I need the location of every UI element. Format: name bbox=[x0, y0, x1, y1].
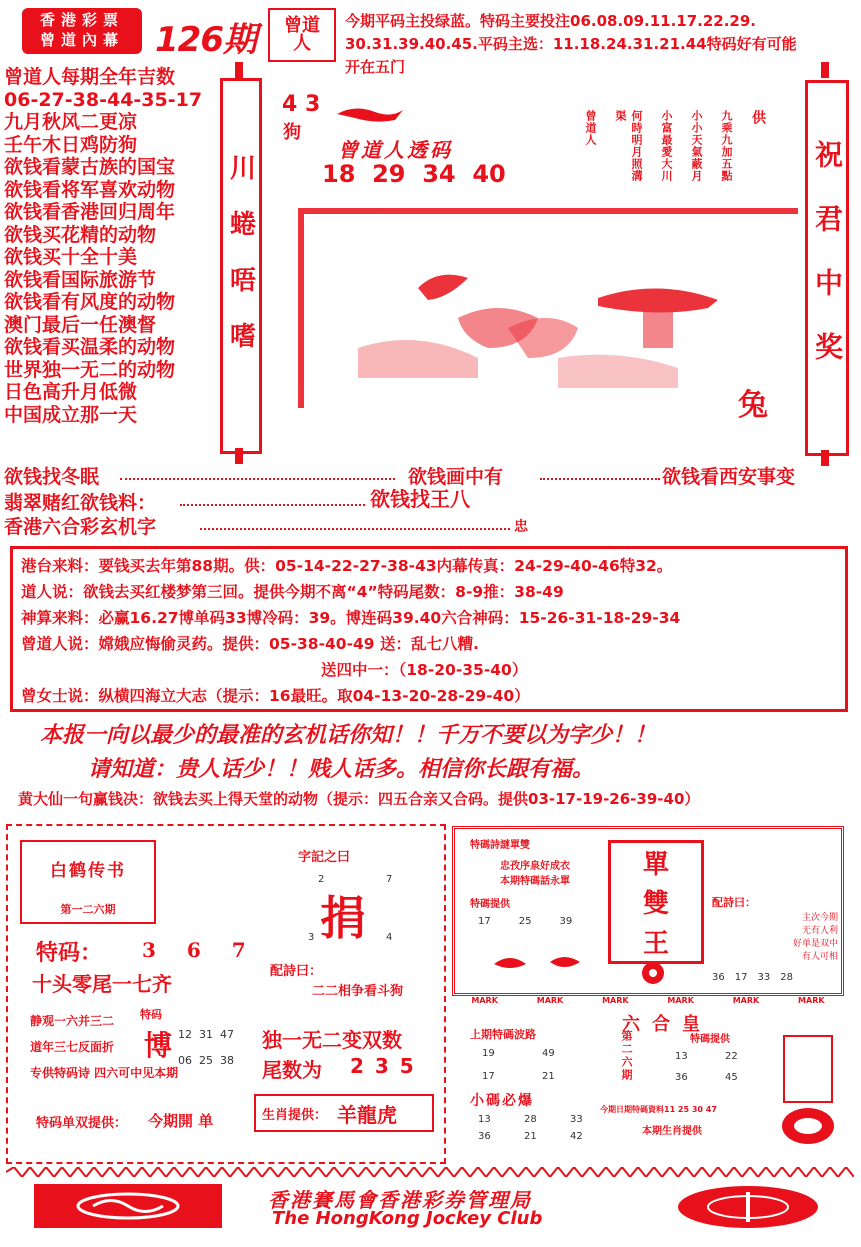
sx-line: 道年三七反面折 bbox=[30, 1040, 115, 1054]
side-num: 33 bbox=[757, 972, 771, 983]
row3-left: 香港六合彩玄机字 bbox=[4, 516, 157, 538]
danshuang-label: 特码单双提供： bbox=[36, 1116, 128, 1131]
poem-line: 欲钱看有风度的动物 bbox=[4, 291, 176, 313]
vertical-note: 何時明月照溝渠 bbox=[614, 110, 643, 182]
poem-line: 欲钱买十全十美 bbox=[4, 246, 138, 268]
footer-logo-right bbox=[676, 1184, 820, 1230]
bo-nums: 06 25 38 bbox=[178, 1054, 234, 1067]
scroll-left bbox=[220, 78, 262, 454]
shang-num: 17 bbox=[482, 1071, 495, 1082]
shengxiao-label: 本期生肖提供 bbox=[642, 1126, 702, 1137]
row3-dots bbox=[200, 528, 510, 530]
row2-dots bbox=[180, 504, 365, 506]
danshuang-box bbox=[608, 840, 704, 964]
poem-line: 欲钱看将军喜欢动物 bbox=[4, 178, 176, 201]
jockey-club-logo-icon bbox=[73, 1191, 183, 1221]
tema2-num: 45 bbox=[725, 1072, 738, 1083]
mark-label: MARK bbox=[732, 996, 760, 1005]
big-box-char: 雙 bbox=[642, 889, 669, 920]
side-label: 配詩曰： bbox=[712, 896, 756, 909]
tema2-block bbox=[655, 1030, 765, 1083]
zi-box bbox=[240, 840, 440, 1000]
info-line: 开在五门 bbox=[345, 58, 406, 76]
tema-num: 25 bbox=[518, 916, 532, 927]
seal-text: 曾道人 bbox=[284, 15, 320, 54]
zi-ji-label: 字記之曰 bbox=[298, 850, 351, 865]
xiao-num: 21 bbox=[524, 1131, 537, 1142]
baihe-issue: 第一二六期 bbox=[60, 903, 116, 916]
poem-line: 欲钱看国际旅游节 bbox=[4, 268, 157, 291]
bo-nums: 12 31 47 bbox=[178, 1028, 234, 1041]
poem-line: 本期特碼話永單 bbox=[500, 876, 570, 887]
tema-label: 特碼提供 bbox=[470, 899, 510, 910]
baihe-box bbox=[20, 840, 156, 924]
row2-right: 欲钱找王八 bbox=[370, 487, 470, 511]
tema2-num: 22 bbox=[725, 1051, 738, 1062]
info-box-line: 曾女士说：纵横四海立大志（提示：16最旺。取04-13-20-28-29-40） bbox=[21, 687, 530, 705]
tema-num: 39 bbox=[559, 916, 573, 927]
info-box bbox=[10, 546, 848, 712]
xiao-num: 42 bbox=[570, 1131, 583, 1142]
poem-block bbox=[470, 836, 600, 927]
seal-icon bbox=[778, 1030, 838, 1150]
footer-org-cn: 香港賽馬會香港彩券管理局 bbox=[268, 1188, 532, 1212]
xiao-label: 小碼必爆 bbox=[470, 1093, 534, 1109]
poem-line: 忠孜序泉好成衣 bbox=[500, 861, 570, 872]
jockey-club-emblem-icon bbox=[676, 1184, 820, 1230]
shang-num: 49 bbox=[542, 1048, 555, 1059]
left-poem bbox=[4, 66, 234, 426]
info-line: 30.31.39.40.45.平码主选：11.18.24.31.21.44特码好有可能 bbox=[345, 35, 797, 53]
side-line: 无有人利 bbox=[801, 926, 838, 936]
vertical-note: 小富最愛大川 bbox=[660, 110, 673, 182]
big-box-char: 王 bbox=[642, 928, 669, 959]
vertical-side: 供 bbox=[750, 110, 766, 130]
poem-numbers: 06-27-38-44-35-17 bbox=[4, 88, 203, 111]
peishi-text: 二二相争看斗狗 bbox=[312, 984, 404, 999]
logo-line1: 香港彩票 bbox=[39, 11, 124, 29]
poem-line: 欲钱看香港回归周年 bbox=[4, 201, 176, 223]
peishi-label: 配詩曰： bbox=[270, 964, 323, 979]
poem-title: 曾道人每期全年吉数 bbox=[4, 66, 176, 88]
info-box-line: 神算来料：必赢16.27博单码33博冷码：39。博连码39.40六合神码：15-26-31-18-29-34 bbox=[21, 609, 681, 627]
slogan-line: 请知道：贵人话少！！贱人话多。相信你长跟有福。 bbox=[88, 756, 595, 782]
painting-image bbox=[298, 208, 798, 408]
side-num: 28 bbox=[780, 972, 793, 983]
mark-label: MARK bbox=[602, 996, 629, 1005]
info-box-line: 道人说：欲钱去买红楼梦第三回。提供今期不离“4”特码尾数：8-9推：38-49 bbox=[21, 583, 564, 601]
poem-line: 欲钱看买温柔的动物 bbox=[4, 336, 176, 358]
zi-number: 7 bbox=[386, 874, 393, 885]
poem-line: 中国成立那一天 bbox=[4, 403, 138, 426]
zi-number: 4 bbox=[386, 932, 393, 943]
seal-icon bbox=[268, 8, 336, 62]
row1-mid: 欲钱画中有 bbox=[408, 466, 504, 488]
shitou-line: 十头零尾一七齐 bbox=[32, 972, 172, 996]
poem-line: 九月秋风二更凉 bbox=[4, 111, 138, 133]
tema-nums bbox=[470, 916, 600, 927]
mark-label: MARK bbox=[798, 996, 825, 1005]
zi-number: 2 bbox=[318, 874, 325, 885]
tema2-label: 特碼提供 bbox=[690, 1034, 730, 1045]
scroll-rod bbox=[821, 62, 829, 78]
vertical-notes bbox=[548, 110, 768, 190]
poem-line: 澳门最后一任澳督 bbox=[4, 313, 157, 336]
side-block bbox=[712, 840, 838, 983]
scroll-rod bbox=[821, 450, 829, 466]
center-numbers: 18 29 34 40 bbox=[322, 160, 506, 188]
huang-line: 黄大仙一句赢钱决：欲钱去买上得天堂的动物（提示：四五合亲又合码。提供03-17-19-26-39-40） bbox=[18, 790, 700, 808]
center-digits: 4 3 bbox=[282, 92, 321, 117]
xiao-num: 33 bbox=[570, 1114, 583, 1125]
side-line: 有人可相 bbox=[801, 952, 838, 962]
weishu-label: 尾数为 bbox=[262, 1058, 322, 1082]
info-line: 今期平码主投绿蓝。特码主要投注06.08.09.11.17.22.29. bbox=[345, 12, 757, 30]
center-animal: 狗 bbox=[283, 122, 301, 143]
logo-line2: 曾道內幕 bbox=[39, 31, 124, 49]
header-info bbox=[345, 10, 855, 79]
tema-label: 特码： bbox=[36, 941, 103, 966]
poem-line: 欲钱买花精的动物 bbox=[4, 223, 157, 246]
mark-label: MARK bbox=[471, 996, 498, 1005]
side-line: 主次今期 bbox=[801, 913, 838, 923]
bo-label: 特码 bbox=[140, 1008, 162, 1021]
mark-label: MARK bbox=[667, 996, 694, 1005]
poem-label: 特碼詩謎單雙 bbox=[470, 840, 530, 851]
info-box-line: 曾道人说：嫦娥应悔偷灵药。提供：05-38-40-49 送：乱七八糟. bbox=[21, 635, 479, 653]
side-num: 17 bbox=[734, 972, 748, 983]
shengxiao2-label: 生肖提供： bbox=[262, 1107, 328, 1123]
zi-big-char: 捐 bbox=[320, 891, 366, 945]
row1-left: 欲钱找冬眠 bbox=[4, 466, 100, 488]
poem-line: 日色高升月低微 bbox=[4, 381, 138, 403]
tema-num: 17 bbox=[478, 916, 491, 927]
row2-left: 翡翠赌红欲钱料： bbox=[4, 492, 157, 514]
scroll-right bbox=[805, 80, 849, 456]
info-box-line: 送四中一：（18-20-35-40） bbox=[321, 661, 528, 679]
vertical-note: 九乘九加五點 bbox=[720, 110, 733, 182]
tema2-nums bbox=[655, 1051, 765, 1083]
baihe-title: 白鹤传书 bbox=[50, 861, 126, 881]
danshuang-value: 今期開 单 bbox=[148, 1112, 214, 1130]
scroll-right-text: 祝君中奖 bbox=[811, 140, 844, 396]
scroll-rod bbox=[235, 448, 243, 464]
scroll-left-text: 川蜷唔嗜 bbox=[225, 154, 256, 378]
vertical-note: 小小天氣蔽月 bbox=[690, 110, 703, 182]
row1-dots bbox=[120, 478, 395, 480]
center-subtitle: 曾道人透码 bbox=[338, 138, 453, 162]
shengxiao2-value: 羊龍虎 bbox=[337, 1102, 398, 1127]
side-num: 36 bbox=[712, 972, 725, 983]
tema-digits: 3 6 7 bbox=[142, 938, 258, 962]
header-logo bbox=[22, 8, 142, 54]
footer-logo-left bbox=[34, 1184, 222, 1228]
issue-number: 126期 bbox=[155, 20, 256, 60]
shang-num: 19 bbox=[482, 1048, 495, 1059]
flower-icon bbox=[636, 960, 670, 986]
rabbit-label: 兔 bbox=[738, 388, 768, 423]
zodiac-title: 六合皇 bbox=[622, 1014, 712, 1035]
bo-box bbox=[140, 1006, 240, 1096]
row3-right: 忠 bbox=[514, 519, 528, 535]
flower-icon bbox=[490, 950, 590, 974]
poem-line: 壬午木日鸡防狗 bbox=[4, 133, 138, 156]
issue-label: 第二六期 bbox=[620, 1030, 633, 1082]
mid-small: 今期日期特碼資料11 25 30 47 bbox=[600, 1105, 717, 1114]
mark-strip bbox=[452, 996, 844, 1008]
slogan-line: 本报一向以最少的最准的玄机话你知！！千万不要以为字少！！ bbox=[40, 722, 657, 748]
bird-icon bbox=[335, 100, 405, 128]
zigzag-divider bbox=[6, 1162, 854, 1172]
row1-right: 欲钱看西安事变 bbox=[662, 466, 796, 488]
poem-line: 欲钱看蒙古族的国宝 bbox=[4, 156, 176, 178]
xiao-num: 13 bbox=[478, 1114, 491, 1125]
big-box-char: 單 bbox=[642, 850, 669, 881]
bo-char: 博 bbox=[144, 1029, 173, 1062]
xiao-num: 36 bbox=[478, 1131, 491, 1142]
row1-dots bbox=[540, 478, 660, 480]
side-nums bbox=[712, 972, 838, 983]
shang-num: 21 bbox=[542, 1071, 555, 1082]
footer-org-en: The HongKong Jockey Club bbox=[272, 1208, 543, 1229]
vertical-note: 曾道人 bbox=[584, 110, 597, 146]
side-line: 好单是双中 bbox=[792, 939, 838, 949]
sx-line: 专供特码诗 四六可中见本期 bbox=[30, 1066, 179, 1080]
duzi-line: 独一无二变双数 bbox=[262, 1028, 402, 1052]
mark-label: MARK bbox=[536, 996, 564, 1005]
weishu-value: 2 3 5 bbox=[350, 1054, 416, 1078]
xiao-num: 28 bbox=[524, 1114, 537, 1125]
poem-line: 世界独一无二的动物 bbox=[4, 358, 176, 381]
info-box-line: 港台来料：要钱买去年第88期。供：05-14-22-27-38-43内幕传真：24-29-40-46特32。 bbox=[21, 557, 673, 575]
tema2-num: 36 bbox=[675, 1072, 688, 1083]
shang-label: 上期特碼波路 bbox=[470, 1028, 536, 1041]
zi-number: 3 bbox=[308, 932, 315, 943]
tema2-num: 13 bbox=[675, 1051, 688, 1062]
scroll-rod bbox=[235, 62, 243, 78]
sx-line: 静观一六并三二 bbox=[30, 1014, 115, 1028]
shengxiao2-box bbox=[254, 1094, 434, 1132]
